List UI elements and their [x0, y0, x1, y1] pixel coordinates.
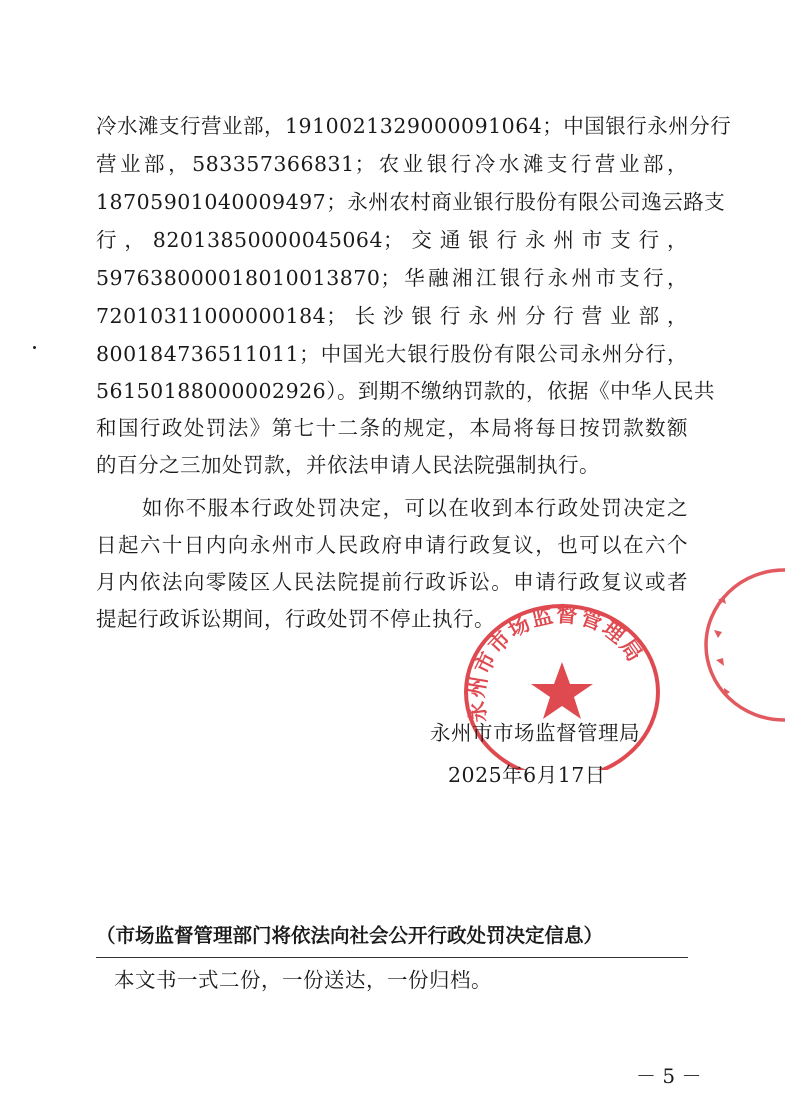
body-line-3: 18705901040009497；永州农村商业银行股份有限公司逸云路支: [96, 190, 726, 214]
divider-line: [96, 957, 688, 958]
body-line-7: 800184736511011；中国光大银行股份有限公司永州分行，: [96, 342, 688, 366]
body-line-2: 营业部，583357366831；农业银行冷水滩支行营业部，: [96, 152, 688, 176]
body-line-4: 行，82013850000045064；交通银行永州市支行，: [96, 228, 688, 252]
appeal-line-4: 提起行政诉讼期间，行政处罚不停止执行。: [96, 607, 495, 631]
seal-text: 永州市市场监督管理局: [464, 602, 648, 724]
issuer-name: 永州市市场监督管理局: [430, 721, 640, 745]
partial-seal-edge: [684, 560, 785, 730]
body-line-6: 72010311000000184；长沙银行永州分行营业部，: [96, 304, 688, 328]
appeal-line-3: 月内依法向零陵区人民法院提前行政诉讼。申请行政复议或者: [96, 570, 688, 594]
margin-dot: [33, 346, 36, 349]
body-line-5: 597638000018010013870；华融湘江银行永州市支行，: [96, 266, 688, 290]
body-line-1: 冷水滩支行营业部，191002132900009​1064；中国银行永州分行: [96, 114, 732, 138]
page-number: － 5 －: [636, 1064, 702, 1088]
body-line-10: 的百分之三加处罚款，并依法申请人民法院强制执行。: [96, 453, 600, 477]
body-line-8: 56150188000002926）。到期不缴纳罚款的，依据《中华人民共: [96, 379, 715, 403]
public-disclosure-notice: （市场监督管理部门将依法向社会公开行政处罚决定信息）: [96, 924, 604, 947]
issue-date: 2025年6月17日: [448, 763, 606, 787]
appeal-line-2: 日起六十日内向永州市人民政府申请行政复议，也可以在六个: [96, 533, 688, 557]
copies-note: 本文书一式二份，一份送达，一份归档。: [114, 968, 492, 992]
body-line-9: 和国行政处罚法》第七十二条的规定，本局将每日按罚款数额: [96, 416, 688, 440]
appeal-line-1: 如你不服本行政处罚决定，可以在收到本行政处罚决定之: [142, 496, 688, 520]
